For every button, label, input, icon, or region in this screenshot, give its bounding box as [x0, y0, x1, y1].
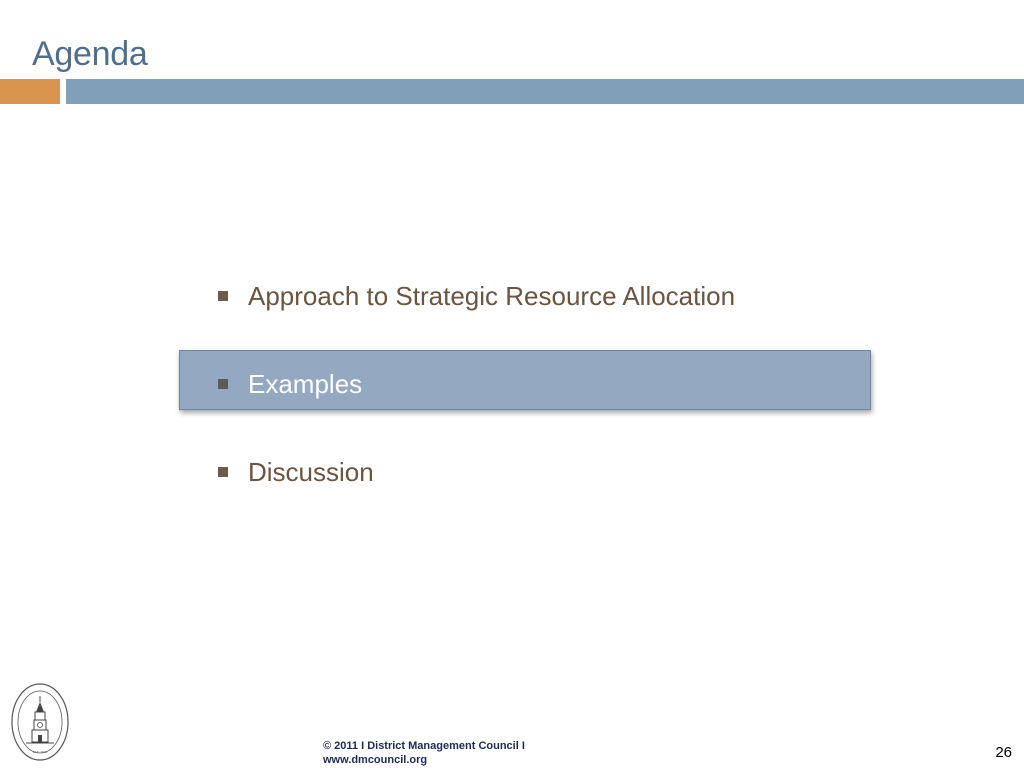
footer-line-1: © 2011 I District Management Council I: [323, 740, 525, 752]
square-bullet-icon: [218, 467, 228, 477]
title-accent-bar-orange: [0, 79, 60, 104]
agenda-item-highlighted: [218, 369, 362, 399]
title-accent-bar-blue: [66, 79, 1024, 104]
seal-est-text: EST. 2004: [32, 750, 48, 754]
council-seal-logo: [10, 682, 70, 762]
footer-line-2: www.dmcouncil.org: [323, 754, 428, 766]
agenda-item-label: Examples: [248, 369, 363, 399]
agenda-item-label: Approach to Strategic Resource Allocation: [248, 281, 736, 311]
agenda-item: [218, 457, 374, 487]
footer-copyright: [323, 739, 525, 767]
page-number: 26: [995, 744, 1012, 761]
agenda-item: [218, 281, 735, 311]
square-bullet-icon: [218, 379, 228, 389]
slide-title: Agenda: [32, 35, 148, 73]
agenda-item-label: Discussion: [248, 457, 374, 487]
square-bullet-icon: [218, 291, 228, 301]
